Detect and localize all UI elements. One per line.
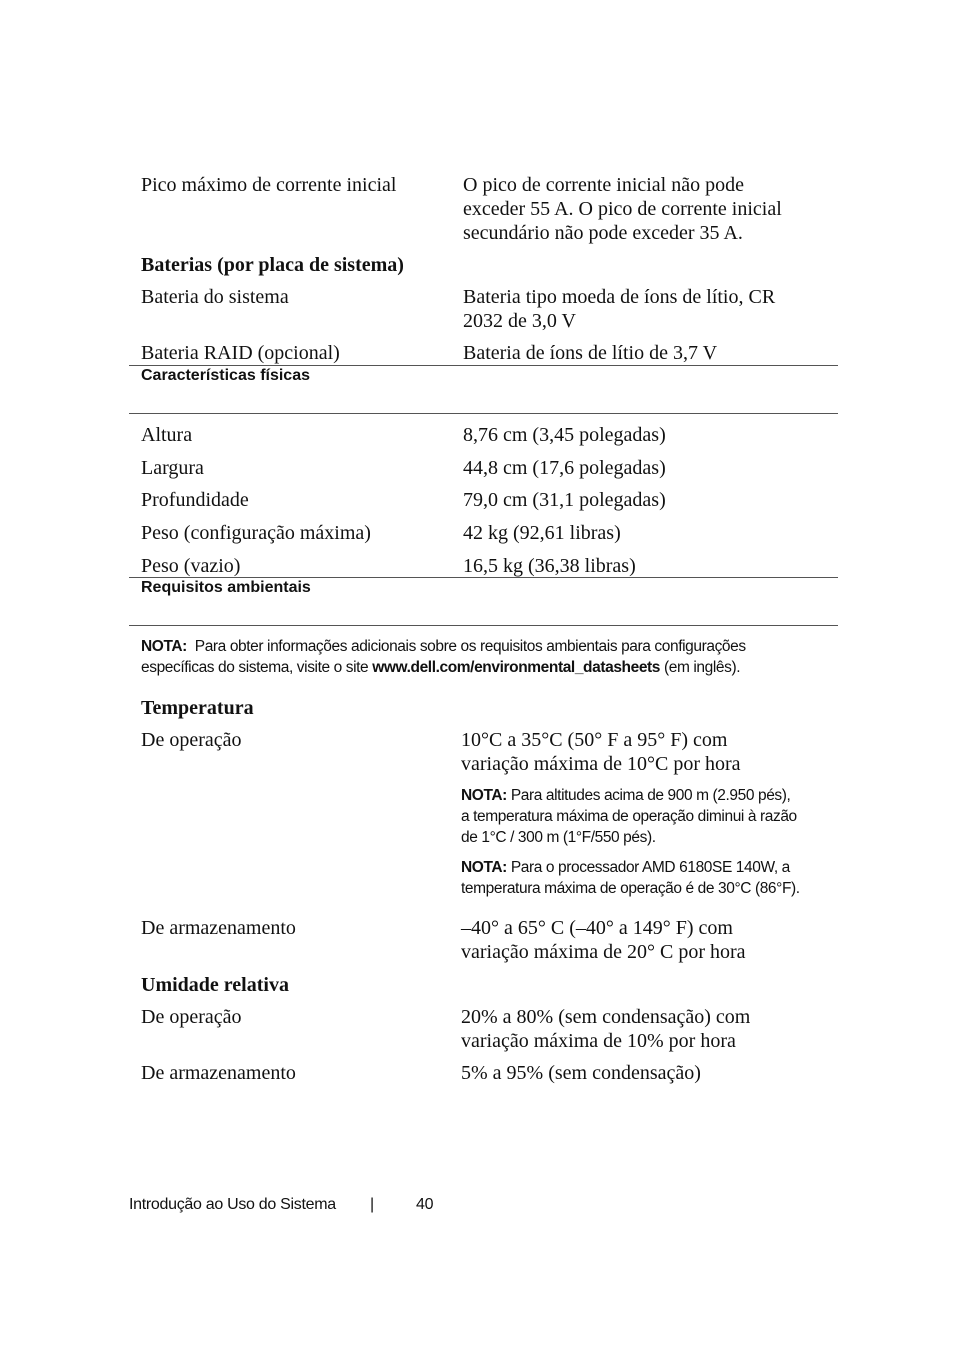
max-weight-label: Peso (configuração máxima): [141, 522, 371, 544]
processor-note-line: temperatura máxima de operação é de 30°C (86°F).: [461, 880, 800, 897]
humidity-storage-label: De armazenamento: [141, 1062, 296, 1084]
depth-value: 79,0 cm (31,1 polegadas): [463, 489, 666, 511]
temp-storage-line: –40° a 65° C (–40° a 149° F) com: [461, 917, 733, 939]
section-divider: [129, 413, 838, 414]
note-text: Para o processador AMD 6180SE 140W, a: [510, 859, 790, 876]
humidity-operating-line: 20% a 80% (sem condensação) com: [461, 1006, 751, 1028]
note-text: específicas do sistema, visite o site: [141, 659, 369, 676]
note-text: (em inglês).: [663, 659, 741, 676]
note-prefix: NOTA:: [141, 638, 187, 655]
processor-note-line: [461, 857, 851, 878]
page-number: 40: [416, 1196, 434, 1213]
temp-operating-value: [461, 728, 841, 776]
humidity-heading: Umidade relativa: [141, 974, 289, 996]
humidity-operating-value: [461, 1005, 841, 1053]
note-text: Para altitudes acima de 900 m (2.950 pés),: [510, 787, 791, 804]
temp-operating-line: 10°C a 35°C (50° F a 95° F) com: [461, 729, 728, 751]
temp-storage-value: [461, 916, 841, 964]
system-battery-value-line: Bateria tipo moeda de íons de lítio, CR: [463, 286, 776, 308]
raid-battery-label: Bateria RAID (opcional): [141, 342, 340, 364]
raid-battery-value: Bateria de íons de lítio de 3,7 V: [463, 342, 718, 364]
datasheets-link[interactable]: www.dell.com/environmental_datasheets: [372, 659, 661, 676]
note-text: Para obter informações adicionais sobre os requisitos ambientais para configurações: [194, 638, 746, 655]
environmental-note-line: [141, 636, 841, 657]
environmental-note: [141, 636, 841, 678]
inrush-label: Pico máximo de corrente inicial: [141, 174, 397, 196]
temp-storage-line: variação máxima de 20° C por hora: [461, 941, 746, 963]
system-battery-label: Bateria do sistema: [141, 286, 289, 308]
batteries-heading: Baterias (por placa de sistema): [141, 254, 404, 276]
humidity-operating-line: variação máxima de 10% por hora: [461, 1030, 736, 1052]
processor-note: [461, 857, 851, 899]
width-value: 44,8 cm (17,6 polegadas): [463, 457, 666, 479]
altitude-note: [461, 785, 851, 848]
temp-operating-label: De operação: [141, 729, 242, 751]
system-battery-value: [463, 285, 843, 333]
height-value: 8,76 cm (3,45 polegadas): [463, 424, 666, 446]
inrush-value: [463, 173, 843, 245]
empty-weight-value: 16,5 kg (36,38 libras): [463, 555, 636, 577]
inrush-value-line: secundário não pode exceder 35 A.: [463, 222, 743, 244]
environmental-heading: Requisitos ambientais: [141, 579, 311, 596]
note-prefix: NOTA:: [461, 859, 507, 876]
temp-operating-line: variação máxima de 10°C por hora: [461, 753, 741, 775]
height-label: Altura: [141, 424, 193, 446]
note-prefix: NOTA:: [461, 787, 507, 804]
altitude-note-line: a temperatura máxima de operação diminui à razão: [461, 808, 797, 825]
altitude-note-line: de 1°C / 300 m (1°F/550 pés).: [461, 829, 656, 846]
humidity-storage-value: 5% a 95% (sem condensação): [461, 1062, 701, 1084]
depth-label: Profundidade: [141, 489, 249, 511]
environmental-note-line: [141, 657, 841, 678]
altitude-note-line: [461, 785, 851, 806]
inrush-value-line: O pico de corrente inicial não pode: [463, 174, 744, 196]
max-weight-value: 42 kg (92,61 libras): [463, 522, 621, 544]
system-battery-value-line: 2032 de 3,0 V: [463, 310, 576, 332]
footer-separator: |: [370, 1196, 374, 1213]
physical-heading: Características físicas: [141, 367, 310, 384]
humidity-operating-label: De operação: [141, 1006, 242, 1028]
temp-storage-label: De armazenamento: [141, 917, 296, 939]
temperature-heading: Temperatura: [141, 697, 254, 719]
footer-title: Introdução ao Uso do Sistema: [129, 1196, 336, 1213]
section-divider: [129, 625, 838, 626]
inrush-value-line: exceder 55 A. O pico de corrente inicial: [463, 198, 782, 220]
width-label: Largura: [141, 457, 204, 479]
empty-weight-label: Peso (vazio): [141, 555, 241, 577]
